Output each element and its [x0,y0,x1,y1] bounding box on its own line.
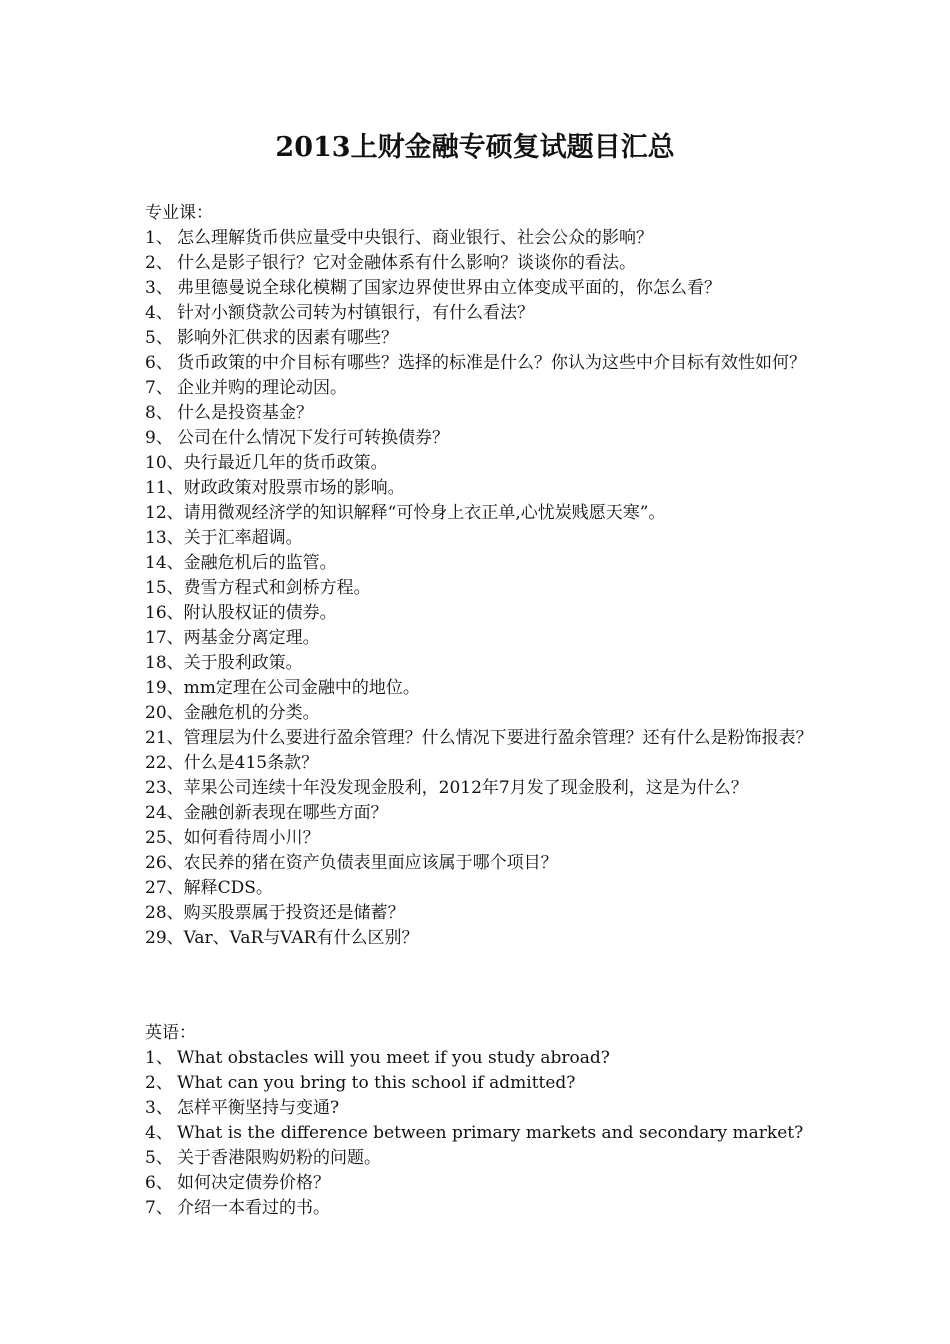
question-item [145,701,817,726]
professional-heading: 专业课： [145,203,213,223]
question-text: 关于香港限购奶粉的问题。 [177,1148,381,1168]
question-item [145,901,817,926]
question-number: 3、 [145,278,173,298]
question-item [145,1146,817,1171]
question-item [145,301,817,326]
question-item [145,426,817,451]
question-number: 10、 [145,453,184,473]
question-number: 24、 [145,803,184,823]
question-item [145,1121,817,1146]
question-number: 6、 [145,1173,173,1193]
question-number: 5、 [145,1148,173,1168]
english-section [145,1021,817,1221]
question-text: 解释CDS。 [183,878,273,898]
question-text: 关于汇率超调。 [183,528,303,548]
question-number: 29、 [145,928,184,948]
question-number: 2、 [145,253,173,273]
question-item [145,226,817,251]
question-number: 6、 [145,353,173,373]
question-number: 15、 [145,578,184,598]
question-text: 两基金分离定理。 [183,628,320,648]
question-text: What is the difference between primary markets and secondary market? [177,1123,804,1143]
question-item [145,776,817,801]
question-item [145,1171,817,1196]
question-text: 针对小额贷款公司转为村镇银行，有什么看法？ [177,303,534,323]
question-number: 5、 [145,328,173,348]
question-item [145,826,817,851]
question-number: 1、 [145,228,173,248]
question-number: 11、 [145,478,184,498]
question-number: 26、 [145,853,184,873]
question-item [145,401,817,426]
question-text: mm定理在公司金融中的地位。 [183,678,420,698]
question-number: 3、 [145,1098,173,1118]
question-text: 介绍一本看过的书。 [177,1198,330,1218]
question-item [145,601,817,626]
question-item [145,651,817,676]
question-number: 22、 [145,753,184,773]
question-text: 财政政策对股票市场的影响。 [183,478,405,498]
question-text: 关于股利政策。 [183,653,303,673]
question-item [145,676,817,701]
question-text: 什么是影子银行？它对金融体系有什么影响？谈谈你的看法。 [177,253,636,273]
question-text: 费雪方程式和剑桥方程。 [183,578,371,598]
question-text: 企业并购的理论动因。 [177,378,347,398]
question-number: 12、 [145,503,184,523]
question-number: 7、 [145,378,173,398]
question-item [145,1046,817,1071]
question-number: 7、 [145,1198,173,1218]
professional-section [145,201,817,951]
question-item [145,251,817,276]
question-text: 货币政策的中介目标有哪些？选择的标准是什么？你认为这些中介目标有效性如何？ [177,353,806,373]
question-item [145,926,817,951]
question-text: 央行最近几年的货币政策。 [183,453,388,473]
question-item [145,851,817,876]
question-text: 农民养的猪在资产负债表里面应该属于哪个项目？ [183,853,558,873]
question-item [145,726,817,751]
question-item [145,326,817,351]
question-text: 苹果公司连续十年没发现金股利，2012年7月发了现金股利，这是为什么？ [183,778,748,798]
question-number: 23、 [145,778,184,798]
question-item [145,1196,817,1221]
question-number: 21、 [145,728,184,748]
question-number: 4、 [145,303,173,323]
question-text: 附认股权证的债券。 [183,603,337,623]
question-number: 17、 [145,628,184,648]
english-heading: 英语： [145,1023,196,1043]
question-text: 怎样平衡坚持与变通? [177,1098,340,1118]
question-item [145,551,817,576]
question-number: 27、 [145,878,184,898]
question-text: 如何看待周小川？ [183,828,320,848]
question-text: Var、VaR与VAR有什么区别？ [183,928,419,948]
question-text: What obstacles will you meet if you study abroad? [177,1048,610,1068]
question-text: 管理层为什么要进行盈余管理？什么情况下要进行盈余管理？还有什么是粉饰报表？ [183,728,813,748]
question-text: 请用微观经济学的知识解释“可怜身上衣正单,心忧炭贱愿天寒”。 [183,503,666,523]
question-number: 14、 [145,553,184,573]
question-number: 18、 [145,653,184,673]
question-text: 什么是415条款？ [183,753,319,773]
question-text: 什么是投资基金？ [177,403,313,423]
question-text: 公司在什么情况下发行可转换债券？ [177,428,449,448]
question-text: 购买股票属于投资还是储蓄？ [183,903,405,923]
question-text: 金融创新表现在哪些方面？ [183,803,388,823]
question-number: 4、 [145,1123,173,1143]
question-item [145,576,817,601]
question-number: 20、 [145,703,184,723]
question-number: 13、 [145,528,184,548]
question-text: What can you bring to this school if admitted? [177,1073,576,1093]
question-text: 弗里德曼说全球化模糊了国家边界使世界由立体变成平面的，你怎么看？ [177,278,721,298]
document-title: 2013上财金融专硕复试题目汇总 [275,132,675,163]
question-number: 8、 [145,403,173,423]
question-number: 9、 [145,428,173,448]
question-item [145,751,817,776]
question-item [145,476,817,501]
question-item [145,1071,817,1096]
question-item [145,626,817,651]
question-item [145,801,817,826]
question-text: 如何决定债券价格？ [177,1173,330,1193]
question-item [145,276,817,301]
question-item [145,351,817,376]
question-item [145,376,817,401]
question-text: 金融危机后的监管。 [183,553,337,573]
question-item [145,526,817,551]
question-item [145,876,817,901]
question-text: 影响外汇供求的因素有哪些？ [177,328,398,348]
question-number: 1、 [145,1048,173,1068]
question-item [145,501,817,526]
question-number: 28、 [145,903,184,923]
question-text: 怎么理解货币供应量受中央银行、商业银行、社会公众的影响？ [177,228,653,248]
question-text: 金融危机的分类。 [183,703,320,723]
question-item [145,1096,817,1121]
question-item [145,451,817,476]
question-number: 25、 [145,828,184,848]
question-number: 19、 [145,678,184,698]
question-number: 16、 [145,603,184,623]
question-number: 2、 [145,1073,173,1093]
